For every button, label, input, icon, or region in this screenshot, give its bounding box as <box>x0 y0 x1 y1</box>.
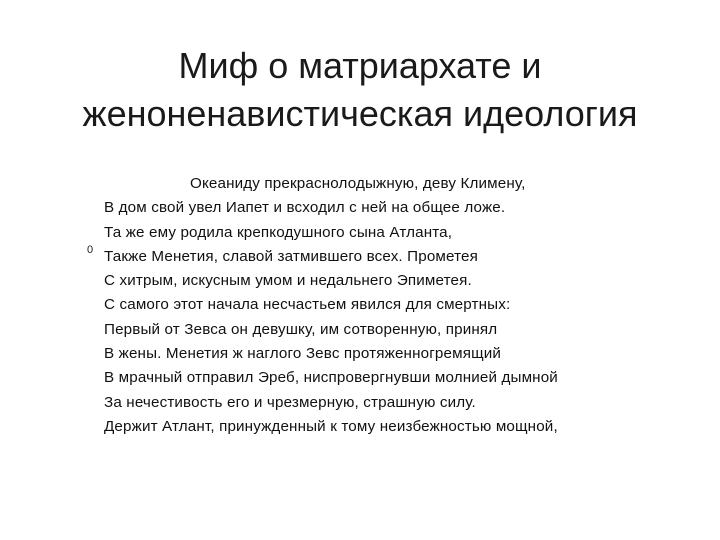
poem-line: В дом свой увел Иапет и всходил с ней на общее ложе. <box>104 199 506 217</box>
slide-title <box>0 42 720 138</box>
line-number-marker: 0 <box>87 244 94 256</box>
poem-line: Держит Атлант, принужденный к тому неизбежностью мощной, <box>104 417 558 435</box>
poem-line: С хитрым, искусным умом и недальнего Эпиметея. <box>104 272 472 290</box>
slide-title-line-1: Миф о матриархате и <box>178 45 542 87</box>
poem-line: Также Менетия, славой затмившего всех. Прометея <box>104 247 479 265</box>
poem-line: С самого этот начала несчастьем явился для смертных: <box>104 296 511 314</box>
poem-text-block <box>104 172 664 439</box>
slide-title-line-2: женоненавистическая идеология <box>82 93 638 135</box>
poem-line: В мрачный отправил Эреб, ниспровергнувши молнией дымной <box>104 369 558 387</box>
poem-line: За нечестивость его и чрезмерную, страшную силу. <box>104 393 476 411</box>
poem-line: В жены. Менетия ж наглого Зевс протяженногремящий <box>104 345 501 363</box>
poem-line: Первый от Зевса он девушку, им сотворенную, принял <box>104 320 498 338</box>
poem-line: Океаниду прекраснолодыжную, деву Климену, <box>190 175 526 192</box>
poem-line: Та же ему родила крепкодушного сына Атланта, <box>104 223 453 241</box>
